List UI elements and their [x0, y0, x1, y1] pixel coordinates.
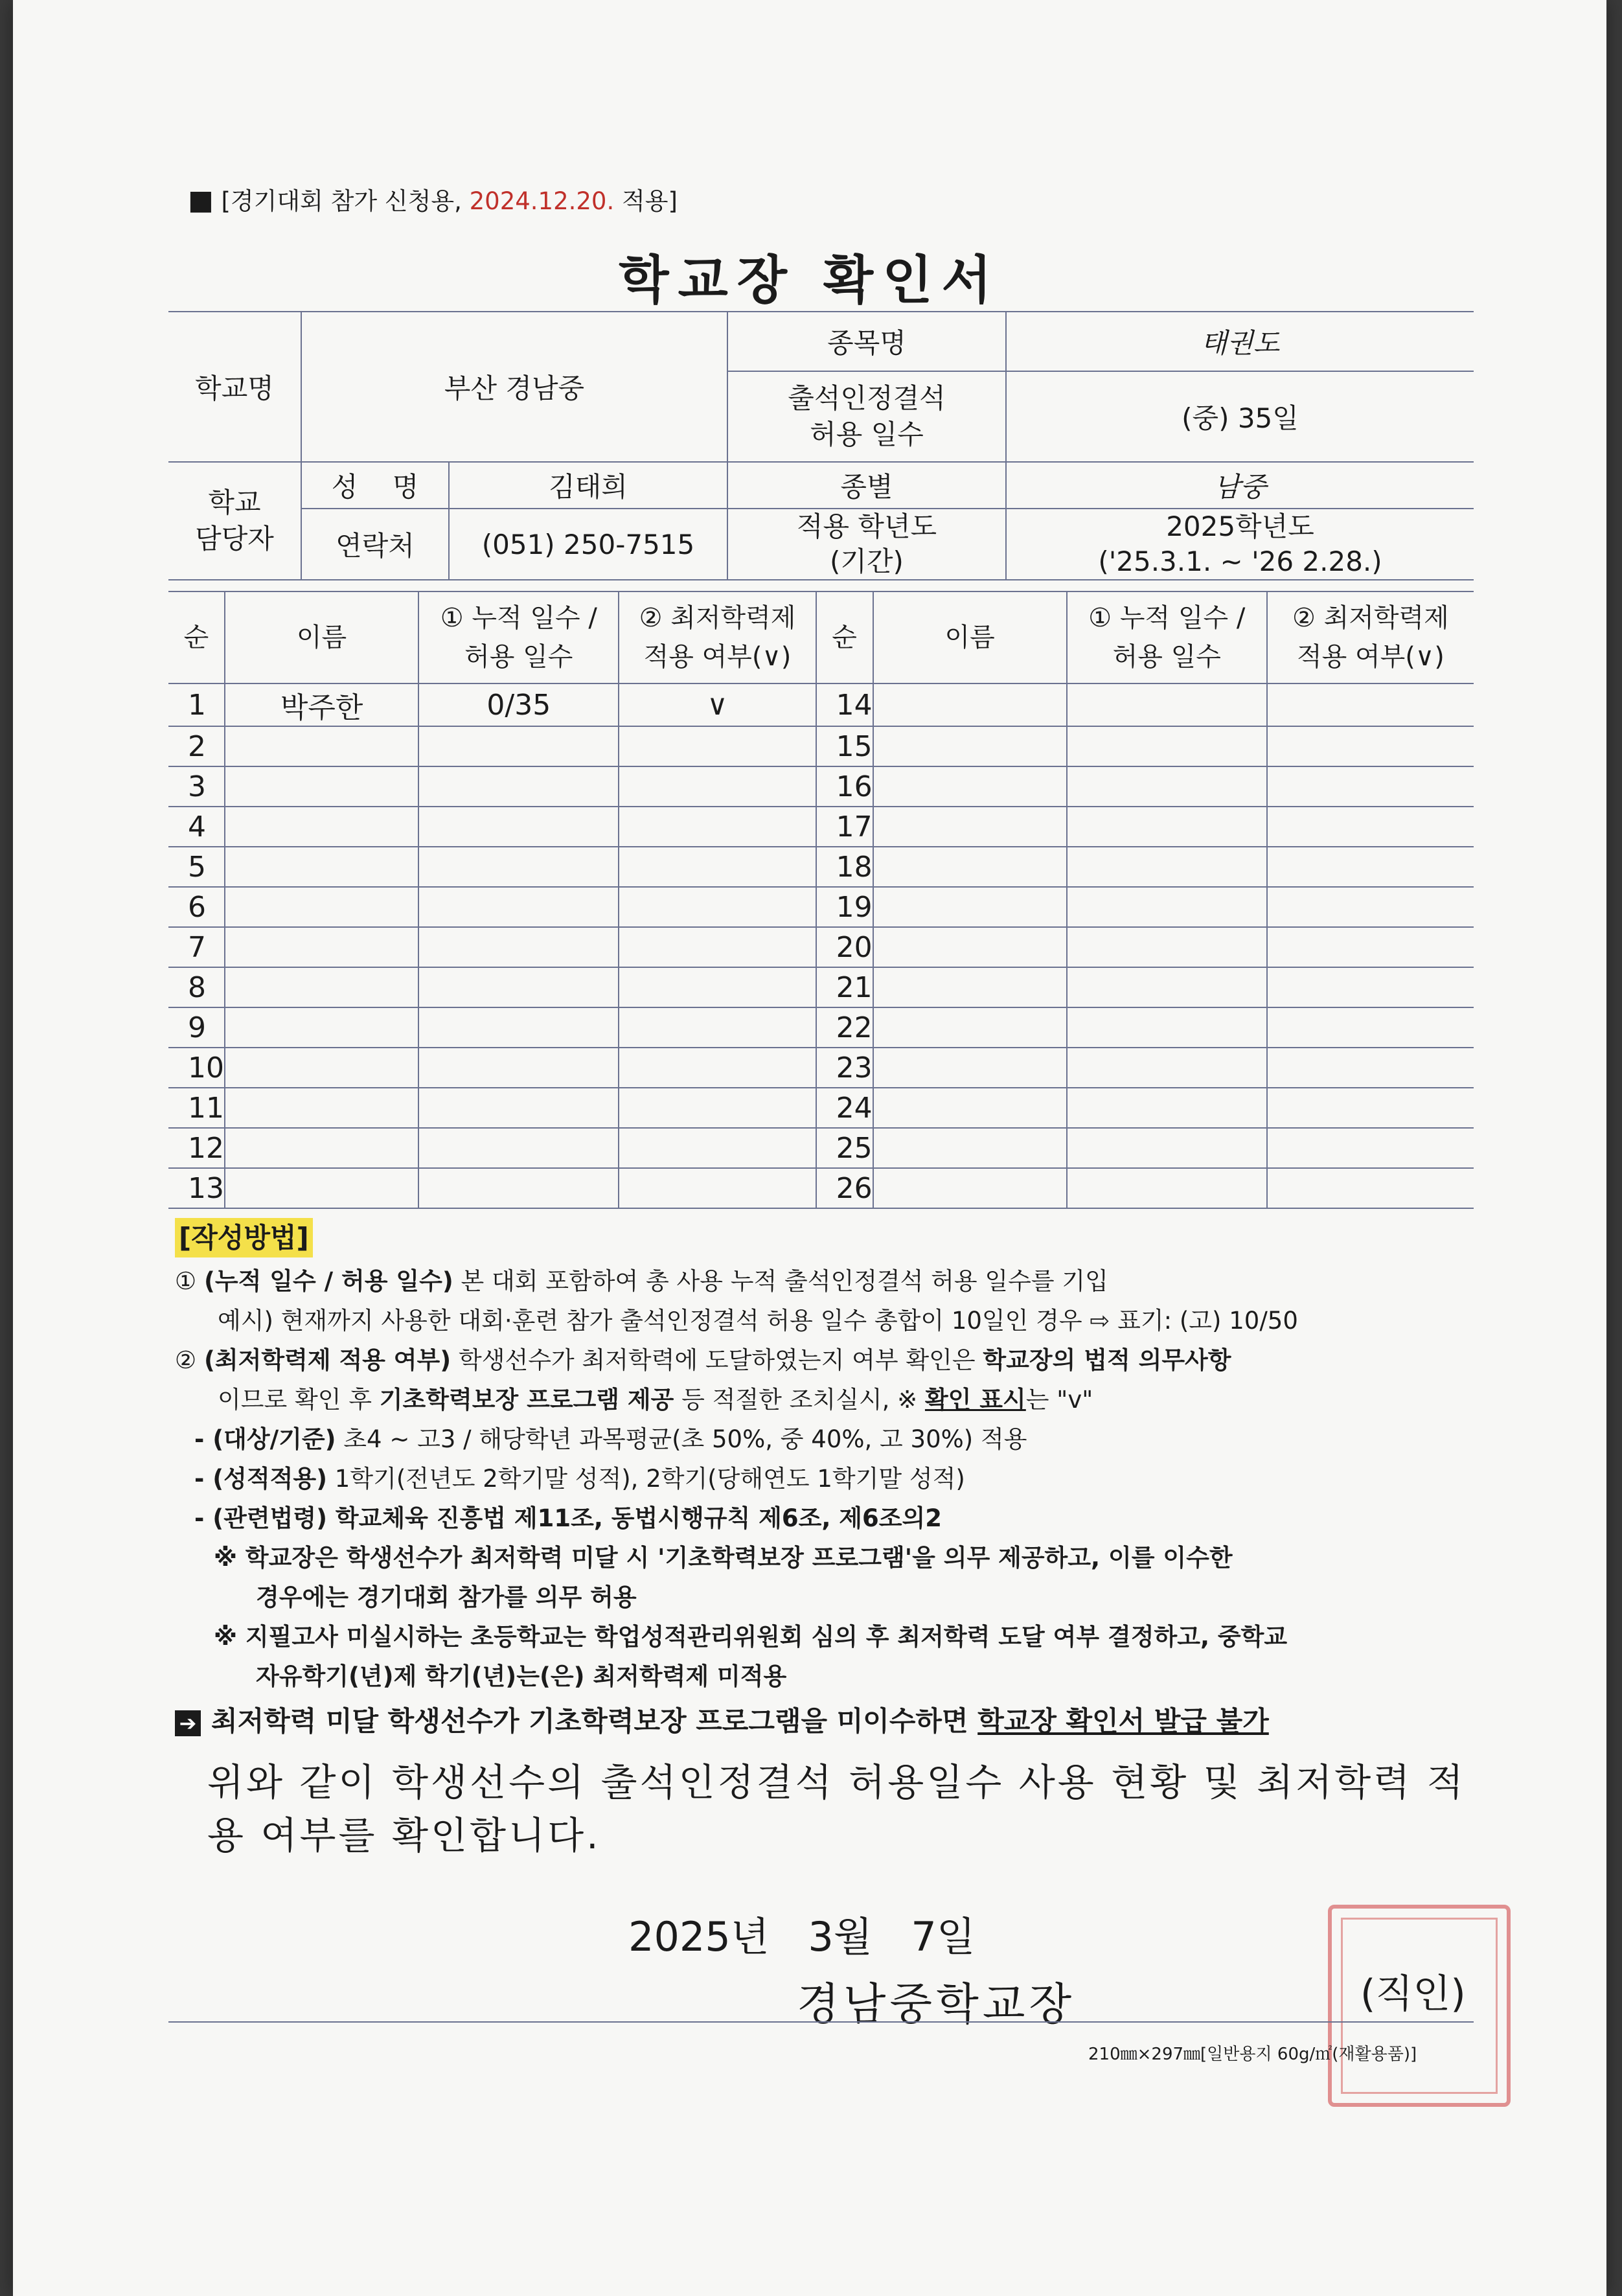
table-row — [168, 847, 1474, 887]
table-row — [168, 1128, 1474, 1168]
row-number: 17 — [816, 807, 873, 847]
minimum-check — [619, 1048, 816, 1088]
cumulative-days — [1067, 1007, 1267, 1048]
cumulative-days — [1067, 766, 1267, 807]
guide-item-2-cont: 이므로 확인 후 기초학력보장 프로그램 제공 등 적절한 조치실시, ※ 확인 표시는 "v" — [218, 1386, 1093, 1414]
minimum-check — [1267, 1007, 1474, 1048]
minimum-check — [619, 1128, 816, 1168]
row-number: 20 — [816, 927, 873, 967]
cumulative-days — [418, 807, 619, 847]
guide-sub-target: - (대상/기준) 초4 ~ 고3 / 해당학년 과목평균(초 50%, 중 40%, 고 30%) 적용 — [194, 1425, 1027, 1453]
gender-value: 남중 — [1006, 462, 1474, 509]
minimum-check — [1267, 1048, 1474, 1088]
row-number: 4 — [168, 807, 225, 847]
student-name — [225, 766, 418, 807]
row-number: 13 — [168, 1168, 225, 1208]
gender-label: 종별 — [727, 462, 1006, 509]
name-value: 김태희 — [449, 462, 727, 509]
header-name-left: 이름 — [225, 591, 418, 683]
cumulative-days — [418, 927, 619, 967]
minimum-check — [619, 967, 816, 1007]
student-name — [873, 766, 1067, 807]
minimum-check — [1267, 683, 1474, 726]
minimum-check — [619, 927, 816, 967]
cumulative-days — [1067, 807, 1267, 847]
student-name — [225, 1048, 418, 1088]
minimum-check — [1267, 887, 1474, 927]
minimum-check — [619, 847, 816, 887]
principal-signature: 경남중학교장 — [797, 1979, 1076, 2030]
header-note: ■ [경기대회 참가 신청용, 2024.12.20. 적용] — [188, 184, 678, 216]
guide-item-1: ① (누적 일수 / 허용 일수) 본 대회 포함하여 총 사용 누적 출석인정결석 허용 일수를 기입 — [175, 1267, 1108, 1295]
row-number: 14 — [816, 683, 873, 726]
minimum-check — [1267, 847, 1474, 887]
guide-sub-law: - (관련법령) 학교체육 진흥법 제11조, 동법시행규칙 제6조, 제6조의2 — [194, 1504, 942, 1532]
minimum-check — [619, 1088, 816, 1128]
row-number: 25 — [816, 1128, 873, 1168]
student-name — [225, 1088, 418, 1128]
guide-notice: ➔ 최저학력 미달 학생선수가 기초학력보장 프로그램을 미이수하면 학교장 확인서 발급 불가 — [175, 1701, 1483, 1741]
student-name — [873, 847, 1067, 887]
issue-date: 2025년 3월 7일 — [628, 1913, 976, 1960]
cumulative-days — [1067, 1168, 1267, 1208]
student-name — [225, 887, 418, 927]
cumulative-days — [1067, 887, 1267, 927]
guide-note-2-cont: 자유학기(년)제 학기(년)는(은) 최저학력제 미적용 — [256, 1662, 787, 1690]
paper-spec: 210㎜×297㎜[일반용지 60g/㎡(재활용품)] — [1088, 2045, 1417, 2064]
student-name — [873, 1168, 1067, 1208]
row-number: 7 — [168, 927, 225, 967]
row-number: 12 — [168, 1128, 225, 1168]
student-name — [873, 927, 1067, 967]
student-name — [873, 1088, 1067, 1128]
cumulative-days — [418, 1007, 619, 1048]
cumulative-days — [418, 766, 619, 807]
student-name — [225, 1128, 418, 1168]
effective-date: 2024.12.20. — [469, 187, 615, 215]
row-number: 9 — [168, 1007, 225, 1048]
guide-note-1: ※ 학교장은 학생선수가 최저학력 미달 시 '기초학력보장 프로그램'을 의무 제공하고, 이를 이수한 — [214, 1544, 1233, 1572]
student-name — [873, 807, 1067, 847]
absence-label: 출석인정결석 허용 일수 — [727, 371, 1006, 462]
student-name — [225, 967, 418, 1007]
row-number: 16 — [816, 766, 873, 807]
minimum-check — [1267, 807, 1474, 847]
cumulative-days — [418, 887, 619, 927]
minimum-check: ∨ — [619, 683, 816, 726]
cumulative-days: 0/35 — [418, 683, 619, 726]
year-value: 2025학년도 ('25.3.1. ~ '26 2.28.) — [1006, 509, 1474, 580]
student-name: 박주한 — [225, 683, 418, 726]
row-number: 6 — [168, 887, 225, 927]
minimum-check — [1267, 766, 1474, 807]
table-row — [168, 766, 1474, 807]
guide-item-1-example: 예시) 현재까지 사용한 대회·훈련 참가 출석인정결석 허용 일수 총합이 10일인 경우 ⇨ 표기: (고) 10/50 — [218, 1307, 1298, 1335]
cumulative-days — [418, 1168, 619, 1208]
header-days-left: ① 누적 일수 / 허용 일수 — [418, 591, 619, 683]
cumulative-days — [418, 726, 619, 766]
row-number: 24 — [816, 1088, 873, 1128]
table-row — [168, 1168, 1474, 1208]
divider — [168, 2021, 1474, 2023]
contact-value: (051) 250-7515 — [449, 509, 727, 580]
student-name — [873, 1048, 1067, 1088]
row-number: 11 — [168, 1088, 225, 1128]
minimum-check — [1267, 726, 1474, 766]
table-row — [168, 927, 1474, 967]
writing-guide — [175, 1218, 1483, 1741]
guide-sub-grades: - (성적적용) 1학기(전년도 2학기말 성적), 2학기(당해연도 1학기말 성적) — [194, 1465, 965, 1493]
guide-item-2: ② (최저학력제 적용 여부) 학생선수가 최저학력에 도달하였는지 여부 확인은 학교장의 법적 의무사항 — [175, 1346, 1231, 1374]
student-name — [873, 967, 1067, 1007]
cumulative-days — [418, 1128, 619, 1168]
student-name — [225, 1007, 418, 1048]
student-name — [225, 807, 418, 847]
row-number: 1 — [168, 683, 225, 726]
table-row — [168, 1088, 1474, 1128]
student-name — [225, 847, 418, 887]
table-row — [168, 967, 1474, 1007]
sport-value: 태권도 — [1006, 312, 1474, 371]
header-no-left: 순 — [168, 591, 225, 683]
student-name — [873, 1007, 1067, 1048]
cumulative-days — [1067, 847, 1267, 887]
minimum-check — [1267, 1168, 1474, 1208]
roster-body — [168, 683, 1474, 1208]
student-name — [873, 683, 1067, 726]
table-row — [168, 683, 1474, 726]
row-number: 19 — [816, 887, 873, 927]
student-name — [873, 726, 1067, 766]
row-number: 23 — [816, 1048, 873, 1088]
absence-value: (중) 35일 — [1006, 371, 1474, 462]
cumulative-days — [418, 1088, 619, 1128]
student-name — [225, 726, 418, 766]
cumulative-days — [1067, 1128, 1267, 1168]
guide-note-1-cont: 경우에는 경기대회 참가를 의무 허용 — [256, 1583, 637, 1611]
school-value: 부산 경남중 — [301, 312, 727, 462]
roster-table — [168, 591, 1474, 1209]
minimum-check — [619, 1168, 816, 1208]
row-number: 10 — [168, 1048, 225, 1088]
guide-title: [작성방법] — [175, 1218, 313, 1257]
row-number: 22 — [816, 1007, 873, 1048]
header-minimum-left: ② 최저학력제 적용 여부(∨) — [619, 591, 816, 683]
header-name-right: 이름 — [873, 591, 1067, 683]
cumulative-days — [418, 847, 619, 887]
cumulative-days — [1067, 967, 1267, 1007]
minimum-check — [619, 1007, 816, 1048]
minimum-check — [619, 766, 816, 807]
table-row — [168, 807, 1474, 847]
row-number: 18 — [816, 847, 873, 887]
header-days-right: ① 누적 일수 / 허용 일수 — [1067, 591, 1267, 683]
cumulative-days — [418, 1048, 619, 1088]
seal-label: (직인) — [1360, 1971, 1466, 2017]
confirmation-statement: 위와 같이 학생선수의 출석인정결석 허용일수 사용 현황 및 최저학력 적용 여부를 확인합니다. — [207, 1760, 1466, 1857]
header-minimum-right: ② 최저학력제 적용 여부(∨) — [1267, 591, 1474, 683]
minimum-check — [1267, 927, 1474, 967]
table-row — [168, 1007, 1474, 1048]
row-number: 2 — [168, 726, 225, 766]
cumulative-days — [1067, 927, 1267, 967]
row-number: 5 — [168, 847, 225, 887]
table-row — [168, 887, 1474, 927]
name-label: 성 명 — [301, 462, 449, 509]
cumulative-days — [1067, 1048, 1267, 1088]
student-name — [225, 927, 418, 967]
student-name — [873, 1128, 1067, 1168]
year-label: 적용 학년도 (기간) — [727, 509, 1006, 580]
minimum-check — [619, 807, 816, 847]
row-number: 8 — [168, 967, 225, 1007]
table-row — [168, 1048, 1474, 1088]
arrow-right-icon: ➔ — [175, 1710, 201, 1736]
row-number: 26 — [816, 1168, 873, 1208]
row-number: 15 — [816, 726, 873, 766]
cumulative-days — [418, 967, 619, 1007]
minimum-check — [1267, 1088, 1474, 1128]
contact-label: 연락처 — [301, 509, 449, 580]
student-name — [225, 1168, 418, 1208]
row-number: 3 — [168, 766, 225, 807]
cumulative-days — [1067, 1088, 1267, 1128]
minimum-check — [1267, 1128, 1474, 1168]
school-label: 학교명 — [168, 312, 301, 462]
guide-note-2: ※ 지필고사 미실시하는 초등학교는 학업성적관리위원회 심의 후 최저학력 도달 여부 결정하고, 중학교 — [214, 1623, 1288, 1651]
minimum-check — [619, 726, 816, 766]
teacher-label: 학교 담당자 — [168, 462, 301, 580]
cumulative-days — [1067, 683, 1267, 726]
student-name — [873, 887, 1067, 927]
info-table — [168, 311, 1474, 580]
header-no-right: 순 — [816, 591, 873, 683]
sport-label: 종목명 — [727, 312, 1006, 371]
cumulative-days — [1067, 726, 1267, 766]
minimum-check — [1267, 967, 1474, 1007]
page-title: 학교장 확인서 — [619, 250, 1001, 310]
table-row — [168, 726, 1474, 766]
row-number: 21 — [816, 967, 873, 1007]
document-page — [13, 0, 1606, 2296]
minimum-check — [619, 887, 816, 927]
